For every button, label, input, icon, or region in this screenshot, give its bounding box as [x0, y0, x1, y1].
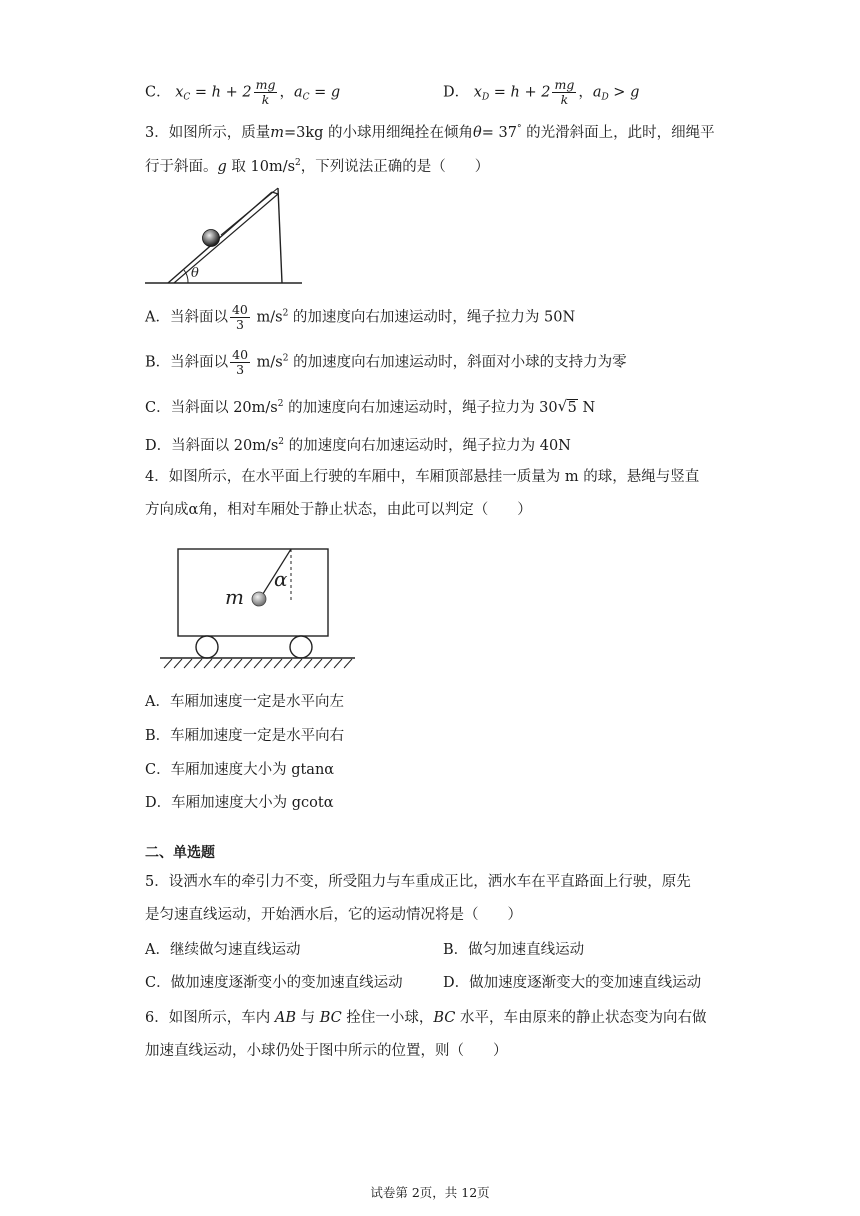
- var-g: g: [217, 159, 227, 175]
- q5-stem-line1: 5．设洒水车的牵引力不变，所受阻力与车重成正比，洒水车在平直路面上行驶，原先: [145, 874, 691, 890]
- text: D．当斜面以 20m/s: [145, 438, 279, 454]
- alpha-label: α: [274, 567, 288, 591]
- sub: D: [601, 92, 609, 103]
- q3-stem-line1: [145, 119, 715, 143]
- q6-stem-line1: [145, 1008, 706, 1028]
- unit: m/s: [252, 354, 283, 371]
- cart-figure: [155, 540, 360, 675]
- separator: ，: [279, 84, 294, 101]
- denominator: k: [261, 92, 270, 107]
- relation: > g: [608, 84, 640, 101]
- sub: C: [302, 92, 310, 103]
- q4-option-b: B．车厢加速度一定是水平向右: [145, 728, 345, 744]
- separator: ，: [578, 84, 593, 101]
- text: 的加速度向右加速运动时，绳子拉力为 50N: [288, 309, 576, 326]
- q4-option-a: A．车厢加速度一定是水平向左: [145, 694, 344, 710]
- superscript: 2: [278, 437, 284, 447]
- page-footer: 试卷第 2页，共 12页: [370, 1185, 490, 1200]
- text: 的光滑斜面上，此时，细绳平: [521, 125, 715, 141]
- cart-body: [178, 549, 328, 636]
- var-x: x: [175, 84, 184, 101]
- sub: D: [481, 92, 490, 103]
- mass-label: m: [225, 585, 244, 609]
- unit: m/s: [251, 309, 283, 326]
- q5-stem-line2: 是匀速直线运动，开始洒水后，它的运动情况将是（ ）: [145, 907, 522, 923]
- unit: N: [577, 400, 596, 416]
- text: 取 10m/s: [226, 159, 296, 175]
- q5-option-b: B．做匀加速直线运动: [443, 942, 585, 958]
- q3-option-c: [145, 394, 595, 418]
- q4-stem-line2: 方向成α角，相对车厢处于静止状态，由此可以判定（ ）: [145, 502, 532, 518]
- equation-text: = h + 2: [489, 84, 551, 101]
- q2-option-d: [443, 78, 639, 108]
- incline-top-edge: [174, 194, 278, 283]
- text: 行于斜面。: [145, 159, 218, 175]
- var-a: a: [592, 84, 602, 101]
- text: 的加速度向右加速运动时，斜面对小球的支持力为零: [288, 354, 627, 371]
- wall: [278, 188, 282, 283]
- q5-option-a: A．继续做匀速直线运动: [145, 942, 301, 958]
- numerator: mg: [554, 77, 575, 92]
- q2-option-c: [145, 78, 340, 108]
- var-x: x: [473, 84, 482, 101]
- q3-option-b: [145, 348, 627, 377]
- text: 的加速度向右加速运动时，绳子拉力为 40N: [284, 438, 571, 454]
- denominator: 3: [236, 362, 245, 377]
- text: 与: [295, 1010, 320, 1026]
- var-ab: AB: [274, 1010, 296, 1026]
- q5-option-c: C．做加速度逐渐变小的变加速直线运动: [145, 975, 403, 991]
- q3-stem-line2: [145, 153, 489, 177]
- superscript: 2: [295, 158, 301, 168]
- section-heading: 二、单选题: [145, 845, 215, 861]
- text: 6．如图所示，车内: [145, 1010, 275, 1026]
- text: C．当斜面以 20m/s: [145, 400, 278, 416]
- var-m: m: [270, 125, 284, 141]
- ground-hatching: [164, 659, 352, 668]
- text: 3．如图所示，质量: [145, 125, 271, 141]
- ball: [203, 230, 220, 247]
- hanging-ball: [252, 592, 266, 606]
- string: [221, 188, 278, 235]
- text: A．当斜面以: [145, 309, 228, 326]
- sub: C: [183, 92, 191, 103]
- numerator: 40: [231, 302, 248, 317]
- var-theta: θ: [473, 125, 482, 141]
- text: 拴住一小球，: [341, 1010, 434, 1026]
- text: = 37: [481, 125, 517, 141]
- q4-stem-line1: 4．如图所示，在水平面上行驶的车厢中，车厢顶部悬挂一质量为 m 的球，悬绳与竖直: [145, 469, 700, 485]
- incline-figure: [140, 180, 310, 290]
- denominator: 3: [235, 317, 244, 332]
- fraction: [552, 78, 576, 107]
- option-label: C．: [145, 84, 171, 101]
- text: 的加速度向右加速运动时，绳子拉力为 30: [283, 400, 558, 416]
- var-a: a: [293, 84, 303, 101]
- option-label: D．: [443, 84, 470, 101]
- right-wheel: [290, 636, 312, 658]
- degree: °: [517, 124, 522, 134]
- relation: = g: [309, 84, 341, 101]
- left-wheel: [196, 636, 218, 658]
- fraction: [230, 303, 250, 332]
- q6-stem-line2: 加速直线运动，小球仍处于图中所示的位置，则（ ）: [145, 1043, 508, 1059]
- theta-label: θ: [191, 266, 199, 281]
- var-bc: BC: [433, 1010, 456, 1026]
- superscript: 2: [277, 399, 284, 409]
- fraction: [230, 348, 250, 377]
- fraction: [254, 78, 278, 107]
- numerator: 40: [232, 347, 249, 362]
- q4-option-d: D．车厢加速度大小为 gcotα: [145, 795, 334, 811]
- text: =3kg 的小球用细绳拴在倾角: [283, 125, 474, 141]
- q4-option-c: C．车厢加速度大小为 gtanα: [145, 762, 335, 778]
- text: B．当斜面以: [145, 354, 229, 371]
- q3-option-d: [145, 432, 571, 456]
- q5-option-d: D．做加速度逐渐变大的变加速直线运动: [443, 975, 702, 991]
- radicand: 5: [567, 400, 577, 416]
- text: ，下列说法正确的是（ ）: [300, 159, 490, 175]
- superscript: 2: [282, 308, 289, 319]
- equation-text: = h + 2: [190, 84, 252, 101]
- var-bc: BC: [319, 1010, 342, 1026]
- q3-option-a: [145, 303, 575, 332]
- square-root: [558, 398, 578, 418]
- superscript: 2: [282, 353, 289, 364]
- text: 水平，车由原来的静止状态变为向右做: [455, 1010, 707, 1026]
- numerator: mg: [255, 77, 276, 92]
- denominator: k: [560, 92, 569, 107]
